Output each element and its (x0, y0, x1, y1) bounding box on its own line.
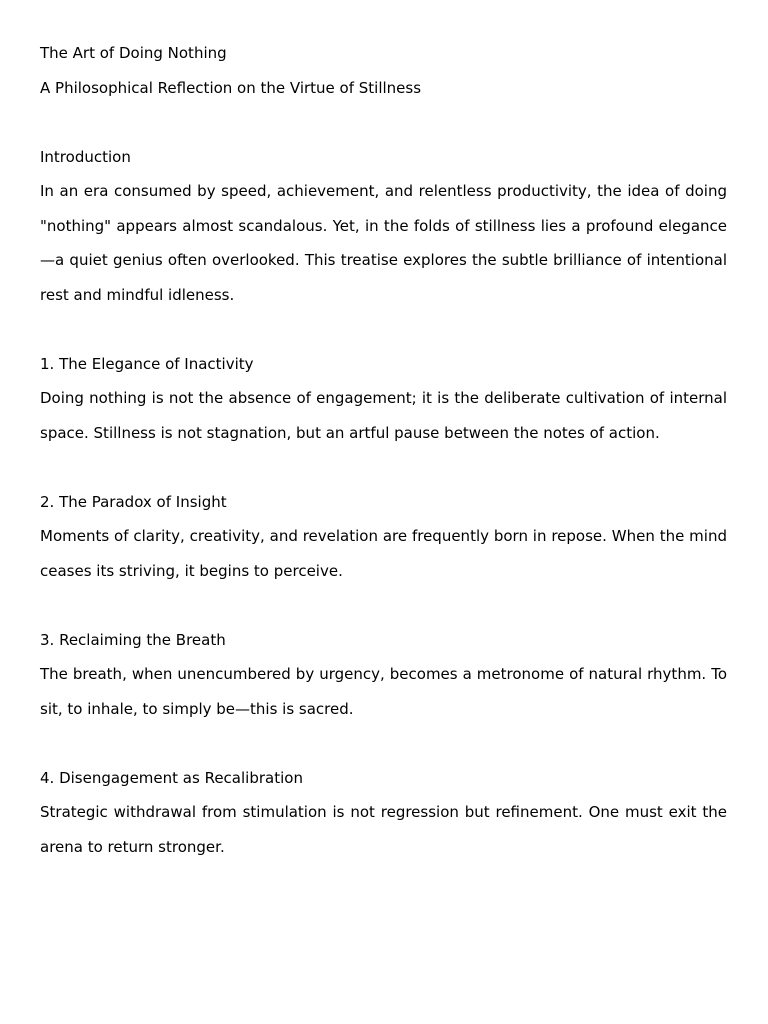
document-title: The Art of Doing Nothing (40, 44, 227, 62)
section-body: The breath, when unencumbered by urgency, becomes a metronome of natural rhythm. To sit, to inhale, to simply be—this is sacred. (40, 665, 727, 718)
spacer (40, 105, 727, 140)
section-heading: 3. Reclaiming the Breath (40, 630, 226, 649)
section-introduction (40, 140, 727, 313)
section-body: Moments of clarity, creativity, and revelation are frequently born in repose. When the mind ceases its striving, it begins to perceive. (40, 527, 727, 580)
section-heading: 1. The Elegance of Inactivity (40, 354, 254, 373)
section-heading: 2. The Paradox of Insight (40, 492, 227, 511)
section-elegance-of-inactivity (40, 347, 727, 451)
spacer (40, 588, 727, 623)
section-heading: 4. Disengagement as Recalibration (40, 768, 303, 787)
section-paradox-of-insight (40, 485, 727, 589)
spacer (40, 450, 727, 485)
section-disengagement-as-recalibration (40, 761, 727, 865)
document-subtitle: A Philosophical Reflection on the Virtue of Stillness (40, 78, 422, 97)
section-body: Strategic withdrawal from stimulation is not regression but refinement. One must exit the arena to return stronger. (40, 803, 727, 856)
section-heading: Introduction (40, 147, 131, 166)
spacer (40, 312, 727, 347)
section-body: In an era consumed by speed, achievement, and relentless productivity, the idea of doing "nothing" appears almost scandalous. Yet, in the folds of stillness lies a profound elegance—a quiet genius often overlooked. This treatise explores the subtle brilliance of intentional rest and mindful idleness. (40, 182, 727, 304)
spacer (40, 726, 727, 761)
section-body: Doing nothing is not the absence of engagement; it is the deliberate cultivation of internal space. Stillness is not stagnation, but an artful pause between the notes of action. (40, 389, 727, 442)
document-page (40, 36, 727, 864)
section-reclaiming-the-breath (40, 623, 727, 727)
